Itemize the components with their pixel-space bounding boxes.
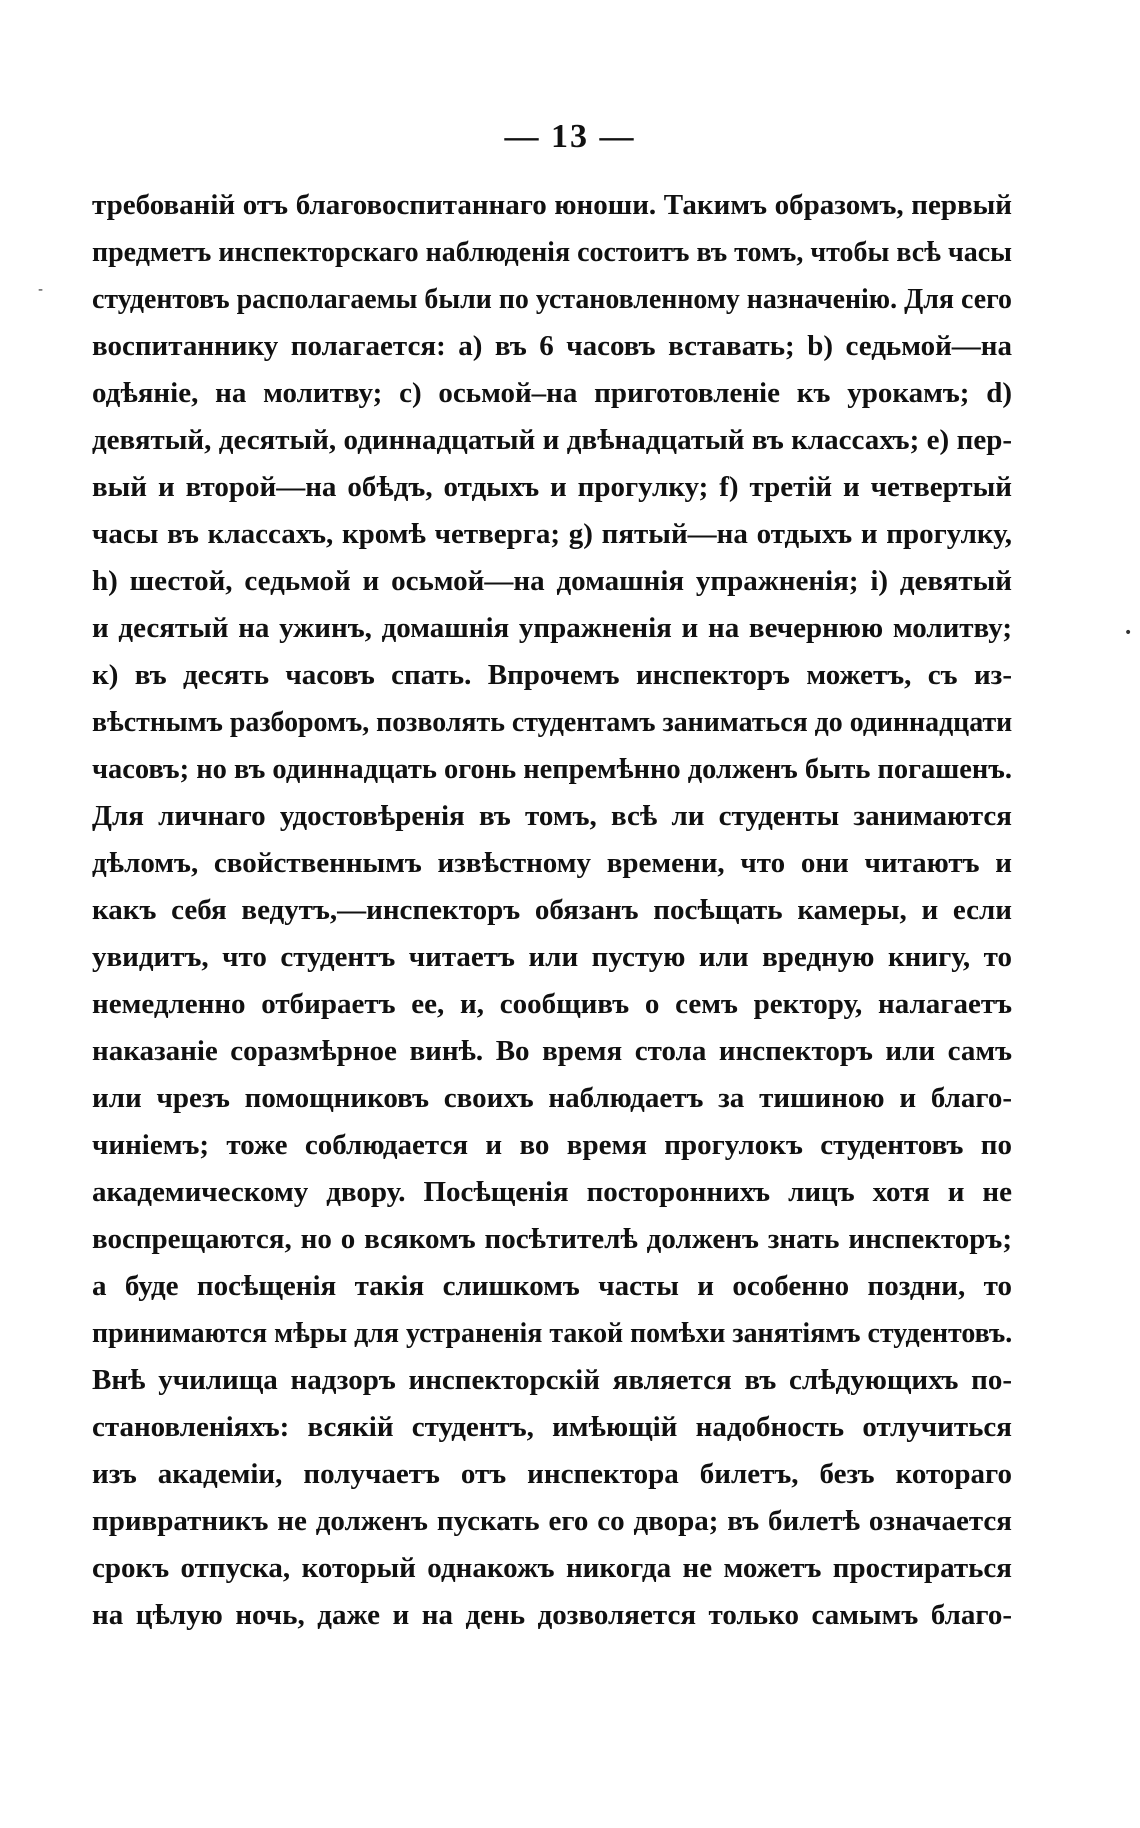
scan-speck-mark: ‑	[38, 282, 44, 298]
text-line: одѣяніе, на молитву; c) осьмой–на приготовленіе къ урокамъ; d)	[92, 377, 1012, 409]
text-line: h) шестой, седьмой и осьмой—на домашнія упражненія; i) девятый	[92, 565, 1012, 597]
scan-speck-mark: •	[1124, 625, 1133, 641]
text-line: изъ академіи, получаетъ отъ инспектора билетъ, безъ котораго	[92, 1458, 1012, 1490]
text-line: академическому двору. Посѣщенія постороннихъ лицъ хотя и не	[92, 1176, 1012, 1208]
text-line: какъ себя ведутъ,—инспекторъ обязанъ посѣщать камеры, и если	[92, 894, 1012, 926]
text-line: или чрезъ помощниковъ своихъ наблюдаетъ за тишиною и благо-	[92, 1082, 1012, 1114]
text-line: студентовъ располагаемы были по установленному назначенію. Для сего	[92, 283, 1012, 315]
text-line: воспрещаются, но о всякомъ посѣтителѣ долженъ знать инспекторъ;	[92, 1223, 1012, 1255]
text-line: дѣломъ, свойственнымъ извѣстному времени, что они читаютъ и	[92, 847, 1012, 879]
text-line: чиніемъ; тоже соблюдается и во время прогулокъ студентовъ по	[92, 1129, 1012, 1161]
text-line: требованій отъ благовоспитаннаго юноши. Такимъ образомъ, первый	[92, 189, 1012, 221]
text-line: привратникъ не долженъ пускать его со двора; въ билетѣ означается	[92, 1505, 1012, 1537]
text-line: срокъ отпуска, который однакожъ никогда не можетъ простираться	[92, 1552, 1012, 1584]
text-line: на цѣлую ночь, даже и на день дозволяется только самымъ благо-	[92, 1599, 1012, 1631]
text-line: часы въ классахъ, кромѣ четверга; g) пятый—на отдыхъ и прогулку,	[92, 518, 1012, 550]
text-line: к) въ десять часовъ спать. Впрочемъ инспекторъ можетъ, съ из-	[92, 659, 1012, 691]
text-line: становленіяхъ: всякій студентъ, имѣющій надобность отлучиться	[92, 1411, 1012, 1443]
text-line: и десятый на ужинъ, домашнія упражненія и на вечернюю молитву;	[92, 612, 1012, 644]
text-line: Для личнаго удостовѣренія въ томъ, всѣ ли студенты занимаются	[92, 800, 1012, 832]
body-text	[92, 182, 1012, 1639]
text-line: воспитаннику полагается: a) въ 6 часовъ вставать; b) седьмой—на	[92, 330, 1012, 362]
text-line: предметъ инспекторскаго наблюденія состоитъ въ томъ, чтобы всѣ часы	[92, 236, 1012, 268]
text-line: девятый, десятый, одиннадцатый и двѣнадцатый въ классахъ; e) пер-	[92, 424, 1012, 456]
text-line: увидитъ, что студентъ читаетъ или пустую или вредную книгу, то	[92, 941, 1012, 973]
text-line: наказаніе соразмѣрное винѣ. Во время стола инспекторъ или самъ	[92, 1035, 1012, 1067]
page-number: — 13 —	[504, 118, 636, 155]
text-line: а буде посѣщенія такія слишкомъ часты и особенно поздни, то	[92, 1270, 1012, 1302]
text-line: немедленно отбираетъ ее, и, сообщивъ о семъ ректору, налагаетъ	[92, 988, 1012, 1020]
text-line: вый и второй—на обѣдъ, отдыхъ и прогулку; f) третій и четвертый	[92, 471, 1012, 503]
text-line: Внѣ училища надзоръ инспекторскій является въ слѣдующихъ по-	[92, 1364, 1012, 1396]
text-line: вѣстнымъ разборомъ, позволять студентамъ заниматься до одиннадцати	[92, 706, 1012, 738]
text-line: принимаются мѣры для устраненія такой помѣхи занятіямъ студентовъ.	[92, 1317, 1012, 1349]
text-line: часовъ; но въ одиннадцать огонь непремѣнно долженъ быть погашенъ.	[92, 753, 1012, 785]
